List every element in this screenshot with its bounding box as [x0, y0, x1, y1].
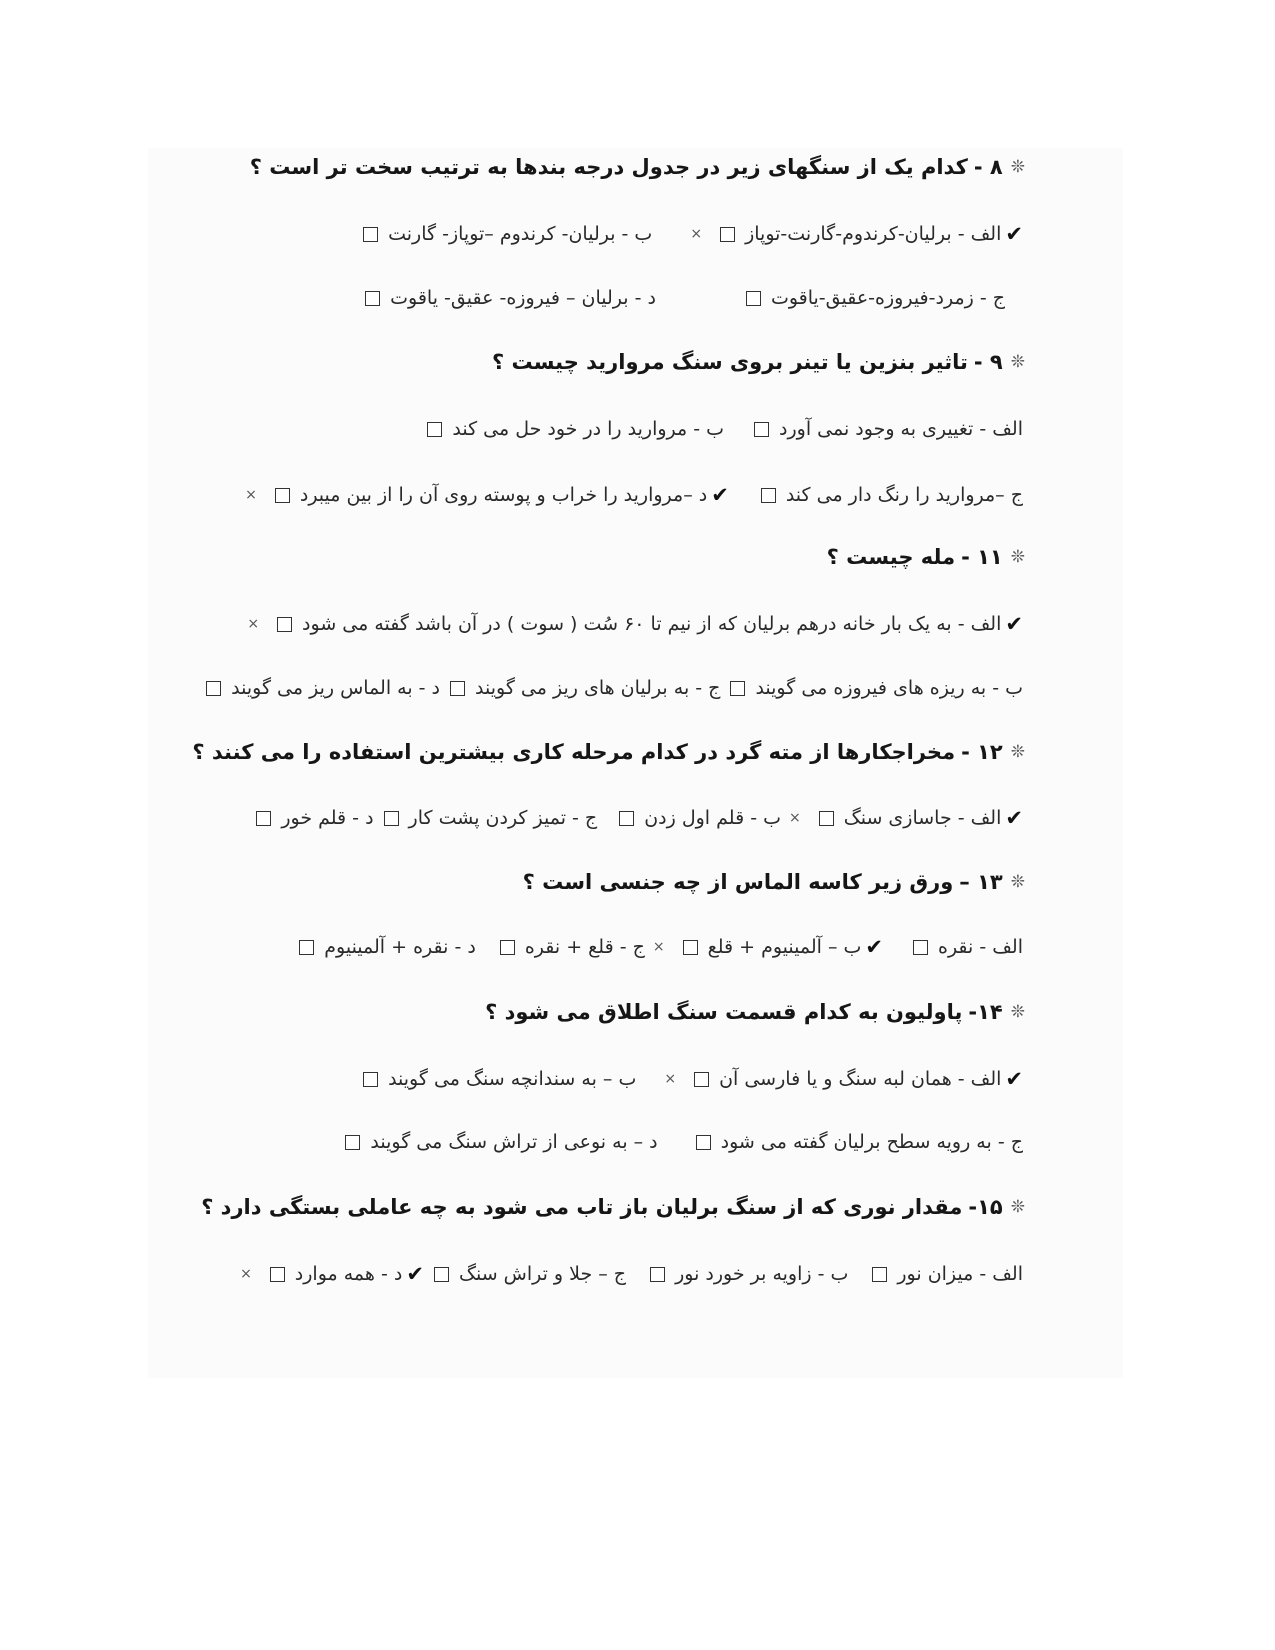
option-label: الف - تغییری به وجود نمی آورد: [779, 418, 1023, 440]
option-checkbox[interactable]: [363, 227, 378, 242]
option-checkbox[interactable]: [384, 811, 399, 826]
option-checkbox[interactable]: [434, 1267, 449, 1282]
question-12: [192, 740, 1025, 764]
x-mark-icon: ×: [245, 487, 257, 503]
asterisk-icon: ❊: [1010, 157, 1025, 177]
question-number: ۹ -: [973, 350, 1003, 374]
option-label: الف - برلیان-کرندوم-گارنت-توپاز: [745, 223, 1002, 245]
option-label: ب - به ریزه های فیروزه می گویند: [755, 677, 1023, 699]
question-15: [201, 1195, 1025, 1219]
option-checkbox[interactable]: [277, 617, 292, 632]
x-mark-icon: ×: [240, 1266, 252, 1282]
asterisk-icon: ❊: [1010, 352, 1025, 372]
option-checkbox[interactable]: [345, 1135, 360, 1150]
asterisk-icon: ❊: [1010, 547, 1025, 567]
option-checkbox[interactable]: [696, 1135, 711, 1150]
option-checkbox[interactable]: [427, 422, 442, 437]
options-row: [239, 612, 1023, 636]
question-text: ورق زیر کاسه الماس از چه جنسی است ؟: [522, 870, 954, 894]
question-11: [827, 545, 1025, 569]
option-label: الف - نقره: [937, 936, 1023, 958]
question-number: ۱۱ -: [961, 545, 1003, 569]
option-label: د –مروارید را خراب و پوسته روی آن را از بین میبرد: [299, 484, 708, 506]
x-mark-icon: ×: [788, 810, 801, 826]
asterisk-icon: ❊: [1010, 1197, 1025, 1217]
option-checkbox[interactable]: [500, 940, 515, 955]
checkmark-icon: ✔: [406, 1262, 424, 1286]
question-8: [250, 155, 1025, 179]
option-label: ب – آلمینیوم + قلع: [707, 936, 862, 958]
option-label: الف - جاسازی سنگ: [843, 807, 1002, 829]
options-row: [353, 1067, 1023, 1091]
option-label: د – به نوعی از تراش سنگ می گویند: [370, 1131, 658, 1153]
option-label: د - قلم خور: [281, 807, 374, 829]
checkmark-icon: ✔: [1005, 806, 1023, 830]
option-label: ج – جلا و تراش سنگ: [458, 1263, 627, 1285]
question-text: مقدار نوری که از سنگ برلیان باز تاب می شود به چه عاملی بستگی دارد ؟: [201, 1195, 963, 1219]
option-label: الف - همان لبه سنگ و یا فارسی آن: [719, 1068, 1002, 1090]
options-row: [355, 287, 1023, 309]
option-label: الف - میزان نور: [897, 1263, 1023, 1285]
option-checkbox[interactable]: [913, 940, 928, 955]
option-label: ب - مروارید را در خود حل می کند: [452, 418, 725, 440]
x-mark-icon: ×: [247, 616, 260, 632]
option-label: د - برلیان – فیروزه- عقیق- یاقوت: [390, 287, 656, 309]
asterisk-icon: ❊: [1010, 742, 1025, 762]
option-checkbox[interactable]: [694, 1072, 709, 1087]
question-number: ۱۵-: [968, 1195, 1003, 1219]
option-label: ج - تمیز کردن پشت کار: [408, 807, 598, 829]
x-mark-icon: ×: [664, 1071, 677, 1087]
options-row: [246, 806, 1023, 830]
option-checkbox[interactable]: [683, 940, 698, 955]
option-label: الف - به یک بار خانه درهم برلیان که از نیم تا ۶۰ سُت ( سوت ) در آن باشد گفته می شود: [302, 613, 1002, 635]
option-label: ب - زاویه بر خورد نور: [675, 1263, 849, 1285]
option-checkbox[interactable]: [761, 488, 776, 503]
option-label: ب – به سندانچه سنگ می گویند: [388, 1068, 637, 1090]
question-9: [492, 350, 1025, 374]
options-row: [232, 1262, 1023, 1286]
option-checkbox[interactable]: [730, 681, 745, 696]
question-number: ۱۴-: [968, 1000, 1003, 1024]
option-checkbox[interactable]: [819, 811, 834, 826]
checkmark-icon: ✔: [711, 483, 729, 507]
x-mark-icon: ×: [652, 939, 665, 955]
option-label: د - به الماس ریز می گویند: [231, 677, 441, 699]
checkmark-icon: ✔: [1005, 612, 1023, 636]
option-label: ج - به رویه سطح برلیان گفته می شود: [720, 1131, 1023, 1153]
option-checkbox[interactable]: [720, 227, 735, 242]
option-checkbox[interactable]: [450, 681, 465, 696]
question-text: پاولیون به کدام قسمت سنگ اطلاق می شود ؟: [485, 1000, 963, 1024]
option-label: ب - قلم اول زدن: [644, 807, 781, 829]
option-label: د - نقره + آلمینیوم: [324, 936, 476, 958]
option-label: د - همه موارد: [294, 1263, 403, 1285]
asterisk-icon: ❊: [1010, 1002, 1025, 1022]
option-checkbox[interactable]: [365, 291, 380, 306]
question-text: کدام یک از سنگهای زیر در جدول درجه بندها به ترتیب سخت تر است ؟: [249, 155, 968, 179]
question-number: ۱۳ –: [959, 870, 1003, 894]
question-number: ۸ -: [973, 155, 1003, 179]
options-row: [335, 1131, 1023, 1153]
option-label: ج - قلع + نقره: [524, 936, 645, 958]
checkmark-icon: ✔: [865, 935, 883, 959]
x-mark-icon: ×: [690, 226, 703, 242]
option-checkbox[interactable]: [619, 811, 634, 826]
question-14: [485, 1000, 1025, 1024]
option-label: ج - زمرد-فیروزه-عقیق-یاقوت: [770, 287, 1005, 309]
asterisk-icon: ❊: [1010, 872, 1025, 892]
option-checkbox[interactable]: [270, 1267, 285, 1282]
options-row: [417, 418, 1023, 440]
options-row: [289, 935, 1023, 959]
checkmark-icon: ✔: [1005, 222, 1023, 246]
question-text: تاثیر بنزین یا تینر بروی سنگ مروارید چیست ؟: [492, 350, 968, 374]
question-text: مله چیست ؟: [826, 545, 956, 569]
options-row: [353, 222, 1023, 246]
option-checkbox[interactable]: [754, 422, 769, 437]
options-row: [196, 677, 1023, 699]
option-label: ب - برلیان- کرندوم –توپاز- گارنت: [388, 223, 653, 245]
question-number: ۱۲ -: [961, 740, 1003, 764]
option-label: ج –مروارید را رنگ دار می کند: [785, 484, 1023, 506]
option-checkbox[interactable]: [275, 488, 290, 503]
option-checkbox[interactable]: [299, 940, 314, 955]
option-checkbox[interactable]: [363, 1072, 378, 1087]
option-label: ج - به برلیان های ریز می گویند: [475, 677, 721, 699]
options-row: [237, 483, 1023, 507]
question-13: [523, 870, 1025, 894]
option-checkbox[interactable]: [206, 681, 221, 696]
option-checkbox[interactable]: [746, 291, 761, 306]
option-checkbox[interactable]: [256, 811, 271, 826]
question-text: مخراجکارها از مته گرد در کدام مرحله کاری بیشترین استفاده را می کنند ؟: [192, 740, 956, 764]
option-checkbox[interactable]: [872, 1267, 887, 1282]
option-checkbox[interactable]: [650, 1267, 665, 1282]
checkmark-icon: ✔: [1005, 1067, 1023, 1091]
